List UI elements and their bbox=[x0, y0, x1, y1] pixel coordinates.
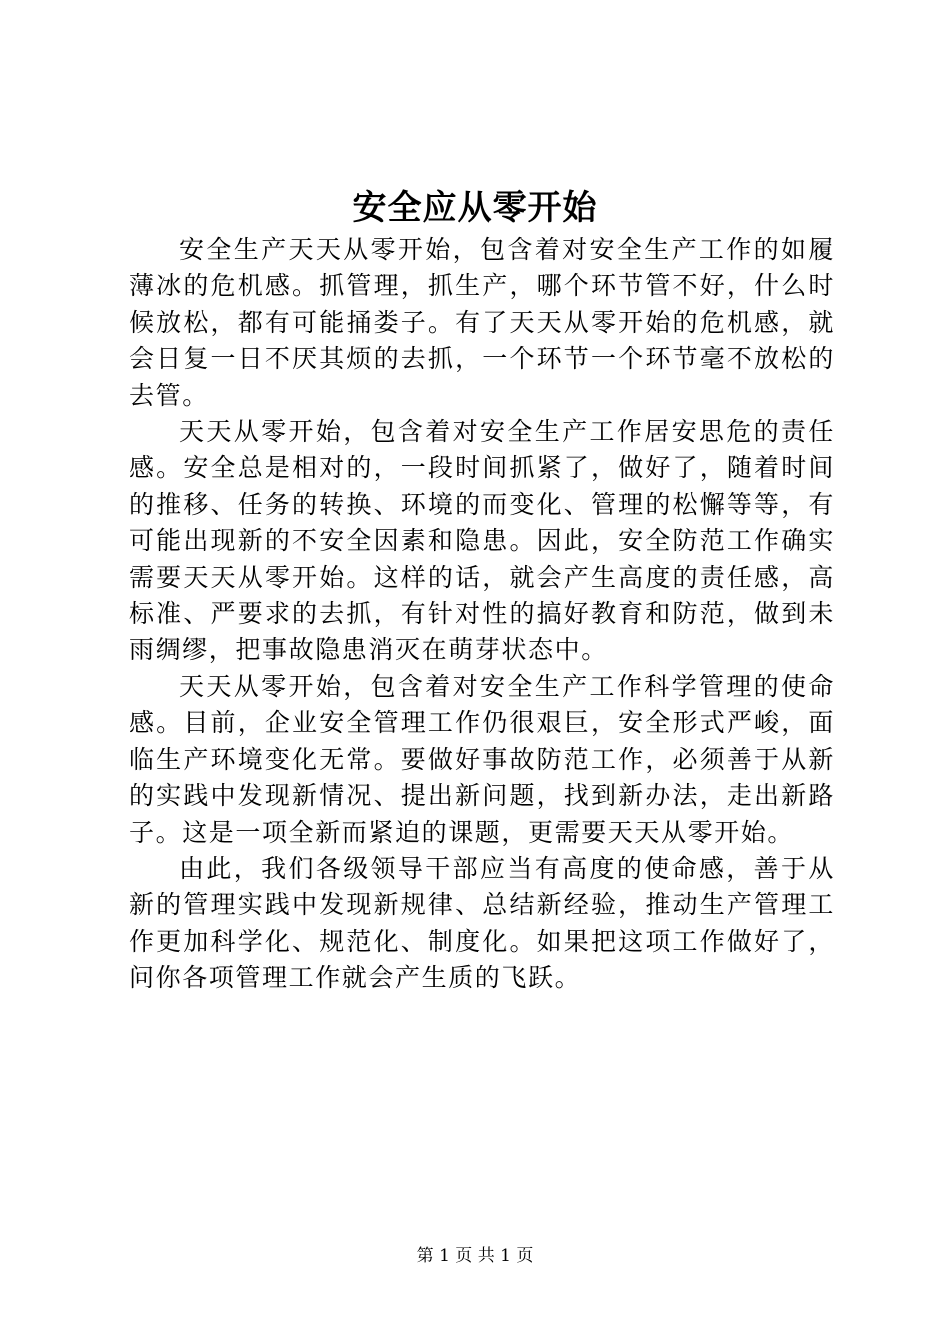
page-title: 安全应从零开始 bbox=[352, 188, 598, 228]
paragraph-2: 天天从零开始，包含着对安全生产工作居安思危的责任感。安全总是相对的，一段时间抓紧了，做好了，随着时间的推移、任务的转换、环境的而变化、管理的松懈等等，有可能出现新的不安全因素和隐患。因此，安全防范工作确实需要天天从零开始。这样的话，就会产生高度的责任感，高标准、严要求的去抓，有针对性的搞好教育和防范，做到未雨绸缪，把事故隐患消灭在萌芽状态中。 bbox=[129, 417, 835, 665]
paragraph-3: 天天从零开始，包含着对安全生产工作科学管理的使命感。目前，企业安全管理工作仍很艰巨，安全形式严峻，面临生产环境变化无常。要做好事故防范工作，必须善于从新的实践中发现新情况、提出新问题，找到新办法，走出新路子。这是一项全新而紧迫的课题，更需要天天从零开始。 bbox=[129, 671, 835, 847]
document-body bbox=[129, 232, 835, 997]
page-footer: 第 1 页 共 1 页 bbox=[416, 1246, 534, 1266]
paragraph-1: 安全生产天天从零开始，包含着对安全生产工作的如履薄冰的危机感。抓管理，抓生产，哪个环节管不好，什么时候放松，都有可能捅娄子。有了天天从零开始的危机感，就会日复一日不厌其烦的去抓，一个环节一个环节毫不放松的去管。 bbox=[129, 235, 835, 410]
paragraph-4: 由此，我们各级领导干部应当有高度的使命感，善于从新的管理实践中发现新规律、总结新经验，推动生产管理工作更加科学化、规范化、制度化。如果把这项工作做好了，问你各项管理工作就会产生质的飞跃。 bbox=[129, 853, 835, 993]
